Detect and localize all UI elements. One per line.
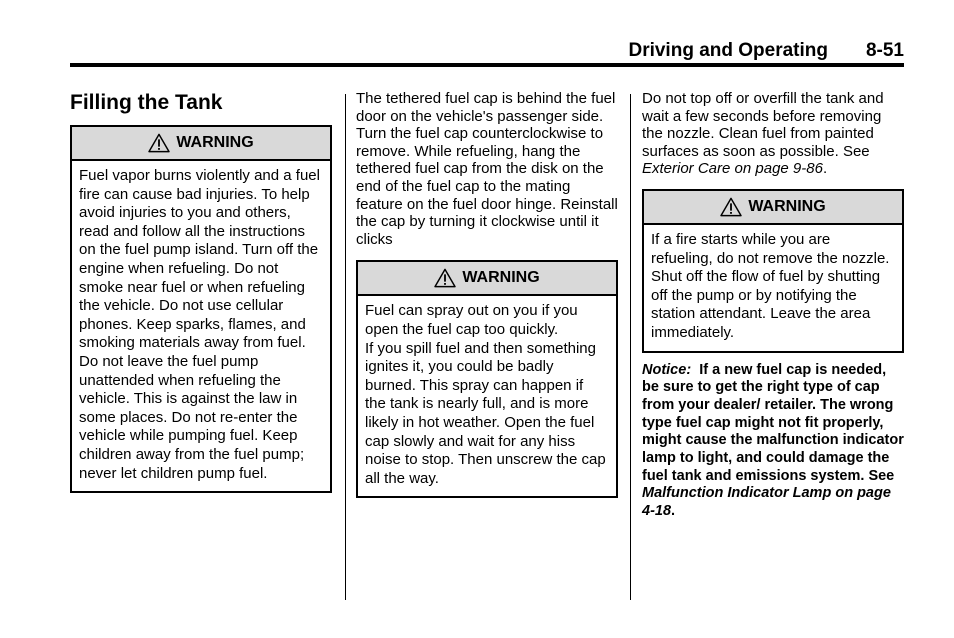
warning-header xyxy=(644,191,902,225)
notice-paragraph xyxy=(642,362,904,521)
warning-header xyxy=(72,127,330,161)
column-1 xyxy=(70,90,332,493)
warning-triangle-icon xyxy=(148,133,170,153)
warning-text: Fuel can spray out on you if you open the fuel cap too quickly. xyxy=(365,302,578,338)
notice-text: . xyxy=(671,503,676,520)
warning-triangle-icon xyxy=(720,197,742,217)
section-title: Driving and Operating xyxy=(628,40,828,61)
column-divider xyxy=(630,94,631,600)
column-2 xyxy=(356,90,618,498)
warning-body xyxy=(72,161,330,491)
warning-box xyxy=(356,260,618,498)
cross-reference: Malfunction Indicator Lamp on page 4-18 xyxy=(642,485,891,520)
warning-box xyxy=(642,189,904,353)
column-3 xyxy=(642,90,904,535)
cross-reference: Exterior Care on page 9-86 xyxy=(642,160,823,178)
warning-text: If you spill fuel and then something ignites it, you could be badly burned. This spray can happen if the tank is nearly full, and is more likely in hot weather. Open the fuel cap slowly and wait for any hiss noise to stop. Then unscrew the cap all the way. xyxy=(365,339,606,487)
warning-label: WARNING xyxy=(176,134,254,151)
column-divider xyxy=(345,94,346,600)
warning-text: Fuel vapor burns violently and a fuel fire can cause bad injuries. To help avoid injuries to you and others, read and follow all the instructions on the fuel pump island. Turn off the engine when refueling. Do not smoke near fuel or when refueling the vehicle. Do not use cellular phones. Keep sparks, flames, and smoking materials away from fuel. Do not leave the fuel pump unattended when refueling the vehicle. This is against the law in some places. Do not re-enter the vehicle while pumping fuel. Keep children away from the fuel pump; never let children pump fuel. xyxy=(79,167,320,482)
page-title: Filling the Tank xyxy=(70,91,223,114)
body-text: . xyxy=(822,160,828,178)
body-paragraph: The tethered fuel cap is behind the fuel door on the vehicle's passenger side. Turn the fuel cap counterclockwise to remove. While refueling, hang the tethered fuel cap from the disk on the end of the fuel cap to the mating feature on the fuel door hinge. Reinstall the cap by turning it clockwise until it clicks xyxy=(356,90,618,248)
body-text: Do not top off or overfill the tank and wait a few seconds before removing the nozzle. Clean fuel from painted surfaces as soon as possible. See xyxy=(642,90,884,160)
warning-body xyxy=(358,296,616,496)
notice-text: If a new fuel cap is needed, be sure to get the right type of cap from your dealer/ retailer. The wrong type fuel cap might not fit properly, might cause the malfunction indicator lamp to light, and could damage the fuel tank and emissions system. See xyxy=(642,361,904,484)
page-number: 8-51 xyxy=(865,40,904,61)
body-paragraph xyxy=(642,90,904,178)
warning-body xyxy=(644,225,902,351)
warning-triangle-icon xyxy=(434,268,456,288)
warning-label: WARNING xyxy=(462,269,540,287)
header-rule xyxy=(70,63,904,67)
warning-header xyxy=(358,262,616,296)
warning-label: WARNING xyxy=(748,197,826,215)
warning-box xyxy=(70,125,332,493)
notice-label: Notice: xyxy=(642,361,692,378)
page-header xyxy=(70,38,904,62)
warning-text: If a fire starts while you are refueling, do not remove the nozzle. Shut off the flow of fuel by shutting off the pump or by notifying the station attendant. Leave the area immediately. xyxy=(651,230,890,341)
